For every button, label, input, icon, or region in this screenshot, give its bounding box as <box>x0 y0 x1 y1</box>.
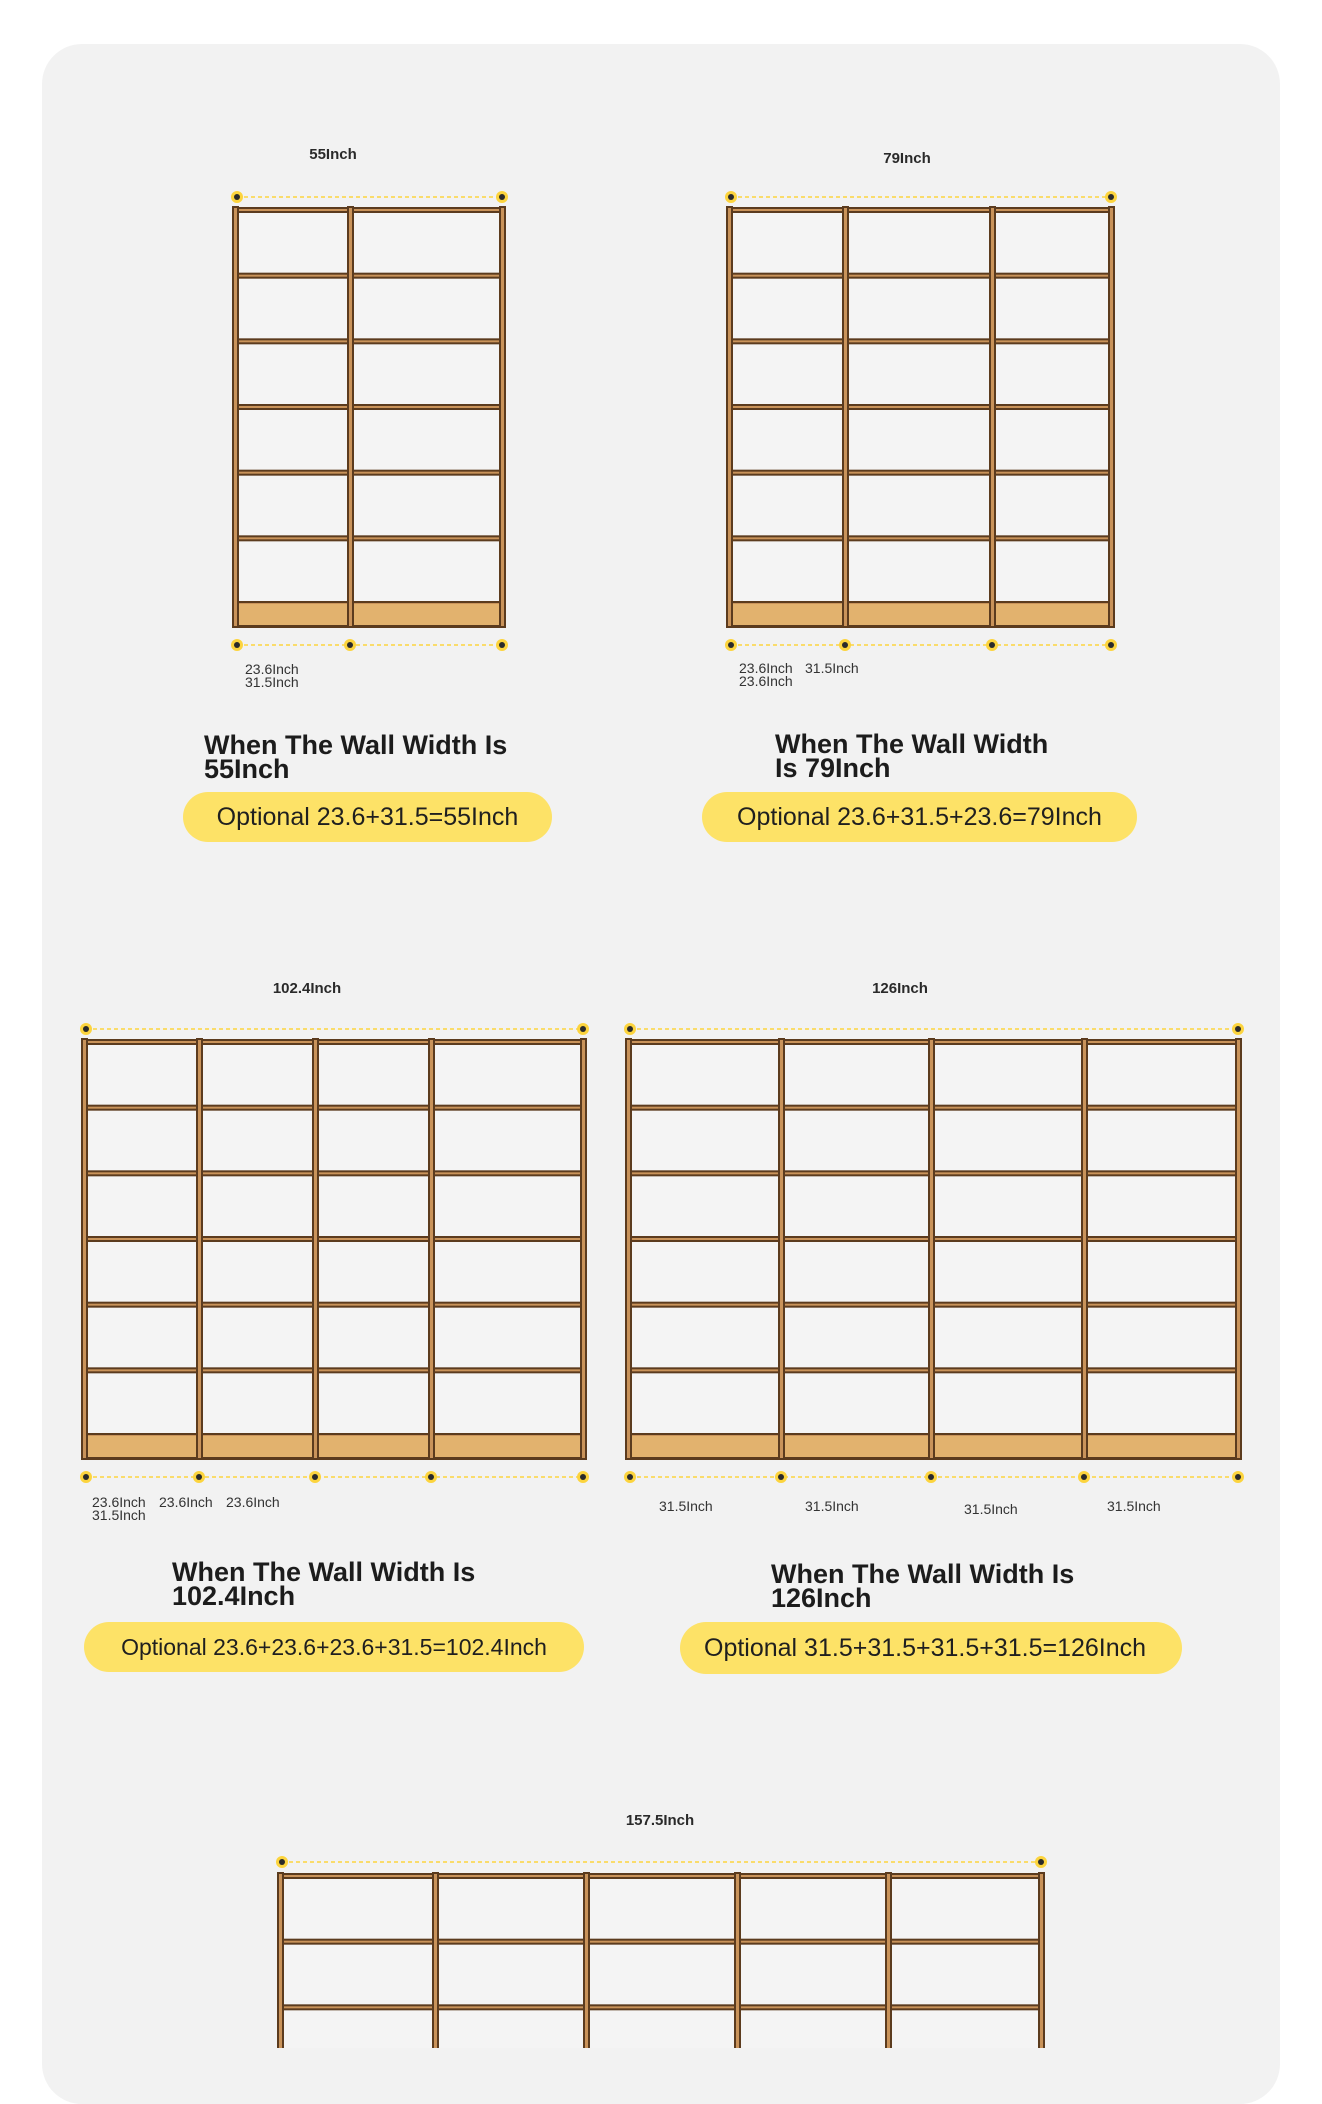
dimension-dot-center <box>234 642 240 648</box>
total-width-label: 79Inch <box>883 150 931 167</box>
segment-width-label: 23.6Inch <box>245 661 299 677</box>
shelf-base-edge <box>729 625 1111 628</box>
dimension-dot-center <box>989 642 995 648</box>
wall-width-heading: When The Wall Width Is 55Inch <box>204 730 508 784</box>
dimension-dot-center <box>234 194 240 200</box>
optional-combination-pill: Optional 23.6+23.6+23.6+31.5=102.4Inch <box>84 1622 584 1672</box>
shelf-board-inner <box>235 472 502 474</box>
shelf-board-inner <box>235 406 502 408</box>
shelf-upright-inner <box>430 1040 433 1458</box>
dimension-dot-center <box>627 1474 633 1480</box>
shelf-upright-inner <box>585 1874 588 2048</box>
shelf-board-inner <box>235 209 502 211</box>
shelf-upright-inner <box>349 208 352 626</box>
shelf-upright-inner <box>991 208 994 626</box>
shelf-base <box>729 604 1111 628</box>
segment-width-label: 31.5Inch <box>805 660 859 676</box>
shelf-board-inner <box>729 406 1111 408</box>
dimension-dot-center <box>1235 1474 1241 1480</box>
shelf-board-inner <box>280 1875 1041 1877</box>
shelf-upright-inner <box>1237 1040 1240 1458</box>
total-width-label: 102.4Inch <box>272 980 342 997</box>
shelf-upright-inner <box>314 1040 317 1458</box>
optional-combination-pill: Optional 23.6+31.5=55Inch <box>183 792 552 842</box>
shelf-back <box>280 1876 1041 2048</box>
total-width-label: 157.5Inch <box>625 1812 695 1829</box>
shelf-board-inner <box>729 472 1111 474</box>
segment-width-label: 23.6Inch <box>739 660 793 676</box>
dimension-dot-center <box>312 1474 318 1480</box>
shelf-upright-inner <box>198 1040 201 1458</box>
shelf-upright-inner <box>1083 1040 1086 1458</box>
shelf-base <box>235 604 502 628</box>
shelf-base <box>84 1436 583 1460</box>
shelf-board-inner <box>84 1304 583 1306</box>
shelf-upright-inner <box>627 1040 630 1458</box>
total-width-label: 55Inch <box>309 146 357 163</box>
dimension-dot-center <box>1235 1026 1241 1032</box>
shelf-upright-inner <box>736 1874 739 2048</box>
dimension-dot-center <box>428 1474 434 1480</box>
shelf-board-inner <box>729 209 1111 211</box>
segment-width-label: 31.5Inch <box>964 1501 1018 1517</box>
segment-width-label: 31.5Inch <box>659 1498 713 1514</box>
shelf-board-inner <box>280 2006 1041 2008</box>
shelf-base-edge <box>235 625 502 628</box>
dimension-dot-center <box>728 194 734 200</box>
dimension-dot-center <box>1081 1474 1087 1480</box>
dimension-dot-center <box>627 1026 633 1032</box>
dimension-dot-center <box>728 642 734 648</box>
shelf-upright-inner <box>844 208 847 626</box>
optional-combination-pill: Optional 31.5+31.5+31.5+31.5=126Inch <box>680 1622 1182 1674</box>
segment-width-label: 31.5Inch <box>92 1507 146 1523</box>
dimension-dot-center <box>196 1474 202 1480</box>
dimension-dot-center <box>499 642 505 648</box>
dimension-dot-center <box>499 194 505 200</box>
segment-width-label: 23.6Inch <box>92 1494 146 1510</box>
segment-width-label: 31.5Inch <box>805 1498 859 1514</box>
dimension-dot-center <box>580 1026 586 1032</box>
dimension-dot-center <box>1038 1859 1044 1865</box>
dimension-dot-center <box>83 1026 89 1032</box>
dimension-dot-center <box>1108 194 1114 200</box>
dimension-dot-center <box>842 642 848 648</box>
shelf-upright-inner <box>1040 1874 1043 2048</box>
shelf-board-inner <box>729 340 1111 342</box>
segment-width-label: 31.5Inch <box>245 674 299 690</box>
shelf-board-inner <box>84 1238 583 1240</box>
segment-width-label: 23.6Inch <box>159 1494 213 1510</box>
dimension-dot-center <box>83 1474 89 1480</box>
shelf-board-inner <box>235 340 502 342</box>
dimension-dot-center <box>580 1474 586 1480</box>
shelf-board-inner <box>84 1107 583 1109</box>
optional-combination-pill: Optional 23.6+31.5+23.6=79Inch <box>702 792 1137 842</box>
shelf-upright-inner <box>83 1040 86 1458</box>
shelf-upright-inner <box>434 1874 437 2048</box>
shelf-board-inner <box>729 537 1111 539</box>
shelf-upright-inner <box>279 1874 282 2048</box>
shelf-board-inner <box>84 1369 583 1371</box>
dimension-dot-center <box>928 1474 934 1480</box>
shelf-upright-inner <box>234 208 237 626</box>
shelf-upright-inner <box>728 208 731 626</box>
shelf-upright-inner <box>1110 208 1113 626</box>
segment-width-label: 23.6Inch <box>226 1494 280 1510</box>
segment-width-label: 31.5Inch <box>1107 1498 1161 1514</box>
shelf-upright-inner <box>582 1040 585 1458</box>
shelf-upright-inner <box>780 1040 783 1458</box>
dimension-dot-center <box>1108 642 1114 648</box>
dimension-dot-center <box>279 1859 285 1865</box>
dimension-dot-center <box>778 1474 784 1480</box>
total-width-label: 126Inch <box>872 980 928 997</box>
shelf-upright-inner <box>501 208 504 626</box>
dimension-dot-center <box>347 642 353 648</box>
shelf-board-inner <box>235 537 502 539</box>
shelf-upright-inner <box>887 1874 890 2048</box>
shelf-upright-inner <box>930 1040 933 1458</box>
shelf-board-inner <box>729 275 1111 277</box>
shelf-board-inner <box>235 275 502 277</box>
shelf-board-inner <box>84 1041 583 1043</box>
wall-width-heading: When The Wall Width Is 126Inch <box>771 1559 1075 1613</box>
shelf-base-edge <box>84 1457 583 1460</box>
wall-width-heading: When The Wall Width Is 102.4Inch <box>172 1557 476 1611</box>
shelf-board-inner <box>280 1941 1041 1943</box>
wall-width-heading: When The Wall Width Is 79Inch <box>775 729 1049 783</box>
segment-width-label: 23.6Inch <box>739 673 793 689</box>
shelf-board-inner <box>84 1172 583 1174</box>
